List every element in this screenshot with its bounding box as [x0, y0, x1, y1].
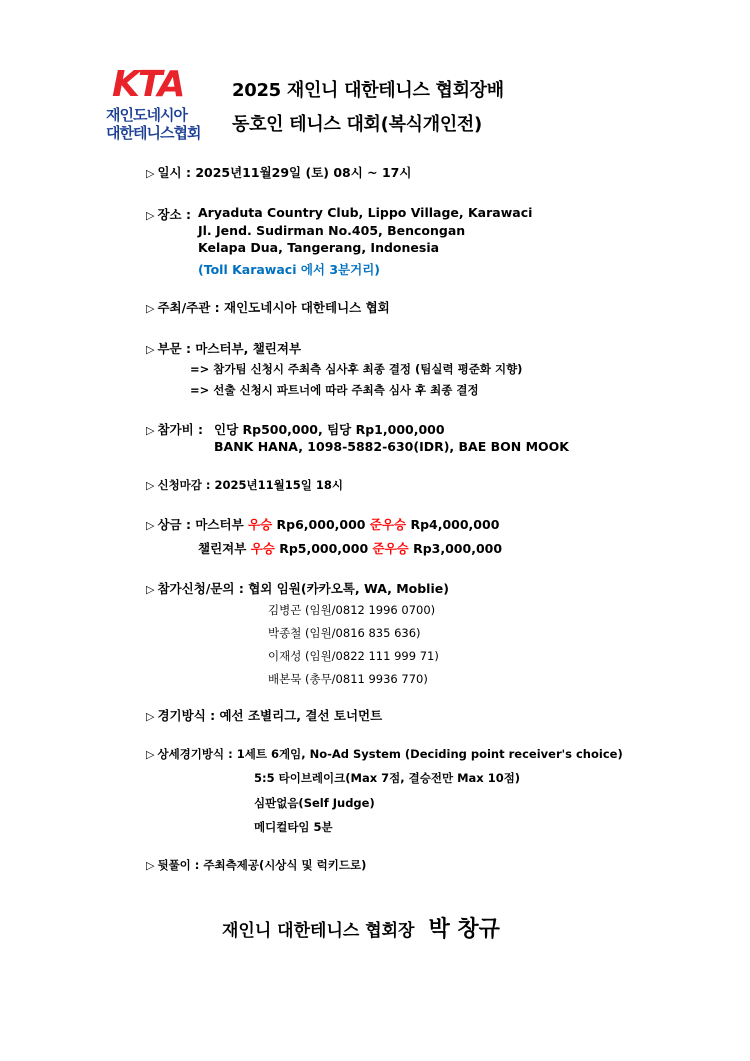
detail-label: 상세경기방식 :	[157, 747, 233, 761]
contact-row	[146, 579, 449, 597]
detail-row	[146, 746, 623, 762]
afterparty-text: 뒷풀이 : 주최측제공(시상식 및 럭키드로)	[157, 858, 367, 872]
venue-line1: Aryaduta Country Club, Lippo Village, Karawaci	[198, 205, 533, 220]
logo-line2: 대한테니스협회	[106, 124, 201, 142]
arrow-icon: ▷	[146, 424, 155, 437]
prize-win-amount-1: Rp6,000,000	[276, 517, 366, 532]
prize-win-amount-2: Rp5,000,000	[279, 541, 369, 556]
title-line1: 2025 재인니 대한테니스 협회장배	[232, 80, 504, 101]
logo-line1: 재인도네시아	[106, 106, 187, 124]
prize-row-2	[198, 539, 502, 557]
arrow-icon: ▷	[146, 302, 155, 315]
prize-runner-amount-1: Rp4,000,000	[410, 517, 500, 532]
arrow-icon: ▷	[146, 519, 155, 532]
fee-label: 참가비 :	[157, 422, 204, 437]
prize-div-2: 챌린져부	[198, 541, 247, 556]
arrow-icon: ▷	[146, 859, 155, 872]
contact-text: 협외 임원(카카오톡, WA, Moblie)	[248, 581, 449, 596]
arrow-icon: ▷	[146, 167, 155, 180]
deadline-text: 신청마감 : 2025년11월15일 18시	[157, 478, 343, 492]
footer-signature	[222, 912, 500, 943]
division-row	[146, 339, 301, 357]
date-row	[146, 163, 411, 181]
arrow-icon: ▷	[146, 479, 155, 492]
arrow-icon: ▷	[146, 710, 155, 723]
format-text: 경기방식 : 예선 조별리그, 결선 토너먼트	[157, 708, 383, 723]
detail-line1: 1세트 6게임, No-Ad System (Deciding point receiver's choice)	[236, 747, 623, 761]
kta-logo	[104, 64, 220, 142]
contact-person: 이재성 (임원/0822 111 999 71)	[268, 649, 439, 663]
prize-win-label-2: 우승	[250, 541, 275, 556]
fee-label-row	[146, 420, 203, 438]
venue-label: 장소 :	[157, 207, 191, 222]
division-note2: => 선출 신청시 파트너에 따라 주최측 심사 후 최종 결정	[190, 383, 479, 397]
deadline-row	[146, 477, 343, 493]
contact-person: 박종철 (임원/0816 835 636)	[268, 626, 421, 640]
footer-org: 재인니 대한테니스 협회장	[222, 921, 415, 941]
division-text: 부문 : 마스터부, 챌린져부	[157, 341, 302, 356]
prize-div-1: 마스터부	[195, 517, 244, 532]
footer-name: 박 창규	[428, 917, 500, 942]
contact-label: 참가신청/문의 :	[157, 581, 244, 596]
format-row	[146, 706, 382, 724]
prize-label: 상금 :	[157, 517, 191, 532]
afterparty-row	[146, 857, 366, 873]
venue-label-row	[146, 205, 191, 223]
arrow-icon: ▷	[146, 343, 155, 356]
prize-runner-amount-2: Rp3,000,000	[413, 541, 503, 556]
arrow-icon: ▷	[146, 583, 155, 596]
fee-line1: 인당 Rp500,000, 팀당 Rp1,000,000	[214, 422, 445, 437]
prize-win-label-1: 우승	[248, 517, 273, 532]
logo-abbr: KTA	[112, 64, 184, 105]
title-line2: 동호인 테니스 대회(복식개인전)	[232, 114, 482, 135]
division-note1: => 참가팀 신청시 주최측 심사후 최종 결정 (팀실력 평준화 지향)	[190, 362, 523, 376]
venue-note: (Toll Karawaci 에서 3분거리)	[198, 262, 380, 277]
fee-line2: BANK HANA, 1098-5882-630(IDR), BAE BON MOOK	[214, 439, 569, 454]
prize-runner-label-1: 준우승	[369, 517, 407, 532]
host-text: 주최/주관 : 재인도네시아 대한테니스 협회	[157, 300, 390, 315]
contact-person: 배본묵 (총무/0811 9936 770)	[268, 672, 428, 686]
detail-line3: 심판없음(Self Judge)	[254, 796, 375, 810]
prize-row-1	[146, 515, 499, 533]
host-row	[146, 298, 390, 316]
venue-line3: Kelapa Dua, Tangerang, Indonesia	[198, 240, 440, 255]
contact-person: 김병곤 (임원/0812 1996 0700)	[268, 603, 436, 617]
arrow-icon: ▷	[146, 209, 155, 222]
venue-line2: Jl. Jend. Sudirman No.405, Bencongan	[198, 223, 466, 238]
arrow-icon: ▷	[146, 748, 155, 761]
prize-runner-label-2: 준우승	[372, 541, 409, 556]
detail-line4: 메디컬타임 5분	[254, 820, 333, 834]
detail-line2: 5:5 타이브레이크(Max 7점, 결승전만 Max 10점)	[254, 771, 521, 785]
date-text: 일시 : 2025년11월29일 (토) 08시 ~ 17시	[157, 165, 412, 180]
